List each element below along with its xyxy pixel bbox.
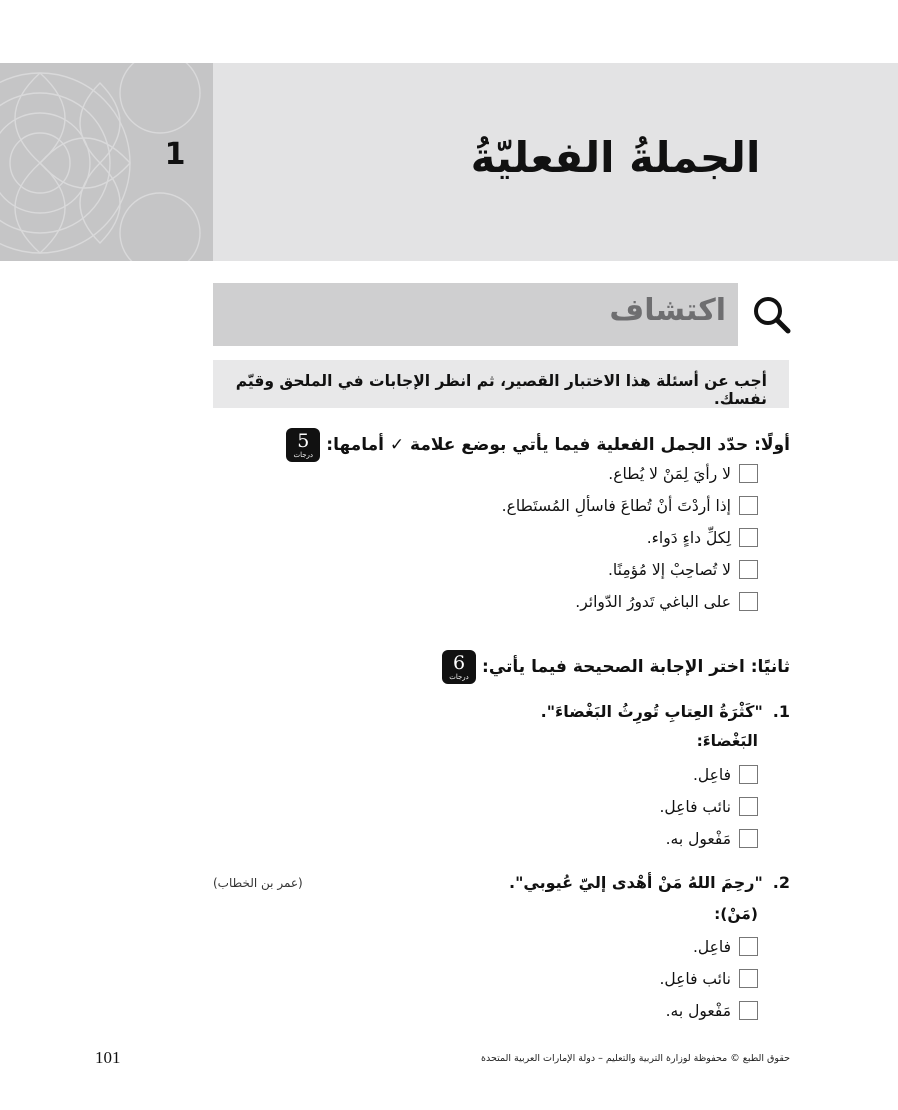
copyright-notice: حقوق الطبع © محفوظة لوزارة التربية والتعليم – دولة الإمارات العربية المتحدة — [481, 1053, 790, 1064]
option-label: مَفْعول به. — [665, 829, 731, 848]
checkbox[interactable] — [739, 496, 758, 515]
q2-item-1-option[interactable] — [693, 765, 758, 784]
search-icon — [752, 295, 792, 335]
option-label: فاعِل. — [692, 765, 731, 784]
instruction-text: أجب عن أسئلة هذا الاختبار القصير، ثم انظر الإجابات في الملحق وقيّم نفسك. — [235, 372, 767, 408]
grade-badge — [286, 428, 320, 462]
ornament-pattern — [0, 63, 213, 261]
grade-value: 5 — [297, 429, 310, 452]
q1-option[interactable] — [502, 496, 758, 515]
checkbox[interactable] — [739, 1001, 758, 1020]
checkbox[interactable] — [739, 969, 758, 988]
option-label: لا تُصاحِبْ إلا مُؤمِنًا. — [608, 560, 731, 579]
checkbox[interactable] — [739, 937, 758, 956]
section-title: اكتشاف — [609, 293, 726, 328]
q1-option[interactable] — [575, 592, 758, 611]
question-1-title — [286, 428, 790, 462]
option-label: فاعِل. — [692, 937, 731, 956]
q2-item-1-option[interactable] — [659, 797, 758, 816]
grade-value: 6 — [452, 651, 466, 674]
grade-badge — [442, 650, 476, 684]
instruction-box — [213, 360, 789, 408]
q1-option[interactable] — [647, 528, 758, 547]
option-label: نائب فاعِل. — [659, 797, 731, 816]
q2-item-1-prompt — [541, 702, 790, 721]
item-number: 1. — [772, 702, 790, 721]
q2-item-1-target: البَغْضاءَ: — [696, 732, 758, 750]
q2-item-2-prompt — [509, 873, 790, 892]
chapter-title: الجملةُ الفعليّةُ — [470, 133, 761, 182]
grade-label: درجات — [293, 450, 314, 459]
checkbox[interactable] — [739, 765, 758, 784]
item-sentence: "كَثْرَةُ العِتابِ تُورِثُ البَغْضاءَ". — [540, 702, 763, 721]
option-label: مَفْعول به. — [665, 1001, 731, 1020]
q2-item-2-target: (مَنْ): — [714, 905, 758, 923]
q2-item-2-option[interactable] — [693, 937, 758, 956]
option-label: إذا أردْتَ أنْ تُطاعَ فاسألِ المُستَطاع. — [501, 496, 731, 515]
q2-item-2-option[interactable] — [666, 1001, 758, 1020]
checkbox[interactable] — [739, 592, 758, 611]
option-label: على الباغي تَدورُ الدّوائر. — [575, 592, 731, 611]
chapter-header — [0, 63, 898, 261]
item-number: 2. — [772, 873, 790, 892]
option-label: لِكلِّ داءٍ دَواء. — [646, 528, 731, 547]
question-1-text: أولًا: حدّد الجمل الفعلية فيما يأتي بوضع علامة ✓ أمامها: — [326, 435, 790, 455]
checkbox[interactable] — [739, 528, 758, 547]
attribution: (عمر بن الخطاب) — [213, 876, 303, 890]
q2-item-2-option[interactable] — [659, 969, 758, 988]
q1-option[interactable] — [608, 464, 758, 483]
checkbox[interactable] — [739, 829, 758, 848]
question-2-text: ثانيًا: اختر الإجابة الصحيحة فيما يأتي: — [482, 657, 790, 677]
section-bar — [213, 283, 738, 346]
question-2-title — [442, 650, 790, 684]
item-sentence: "رحِمَ اللهُ مَنْ أهْدى إليّ عُيوبي". — [509, 873, 763, 892]
grade-label: درجات — [449, 672, 469, 681]
option-label: نائب فاعِل. — [659, 969, 731, 988]
q2-item-1-option[interactable] — [666, 829, 758, 848]
checkbox[interactable] — [739, 464, 758, 483]
option-label: لا رأيَ لِمَنْ لا يُطاع. — [608, 464, 731, 483]
checkbox[interactable] — [739, 560, 758, 579]
page-number: 101 — [95, 1048, 121, 1067]
q1-option[interactable] — [608, 560, 758, 579]
checkbox[interactable] — [739, 797, 758, 816]
chapter-number: 1 — [164, 137, 186, 172]
